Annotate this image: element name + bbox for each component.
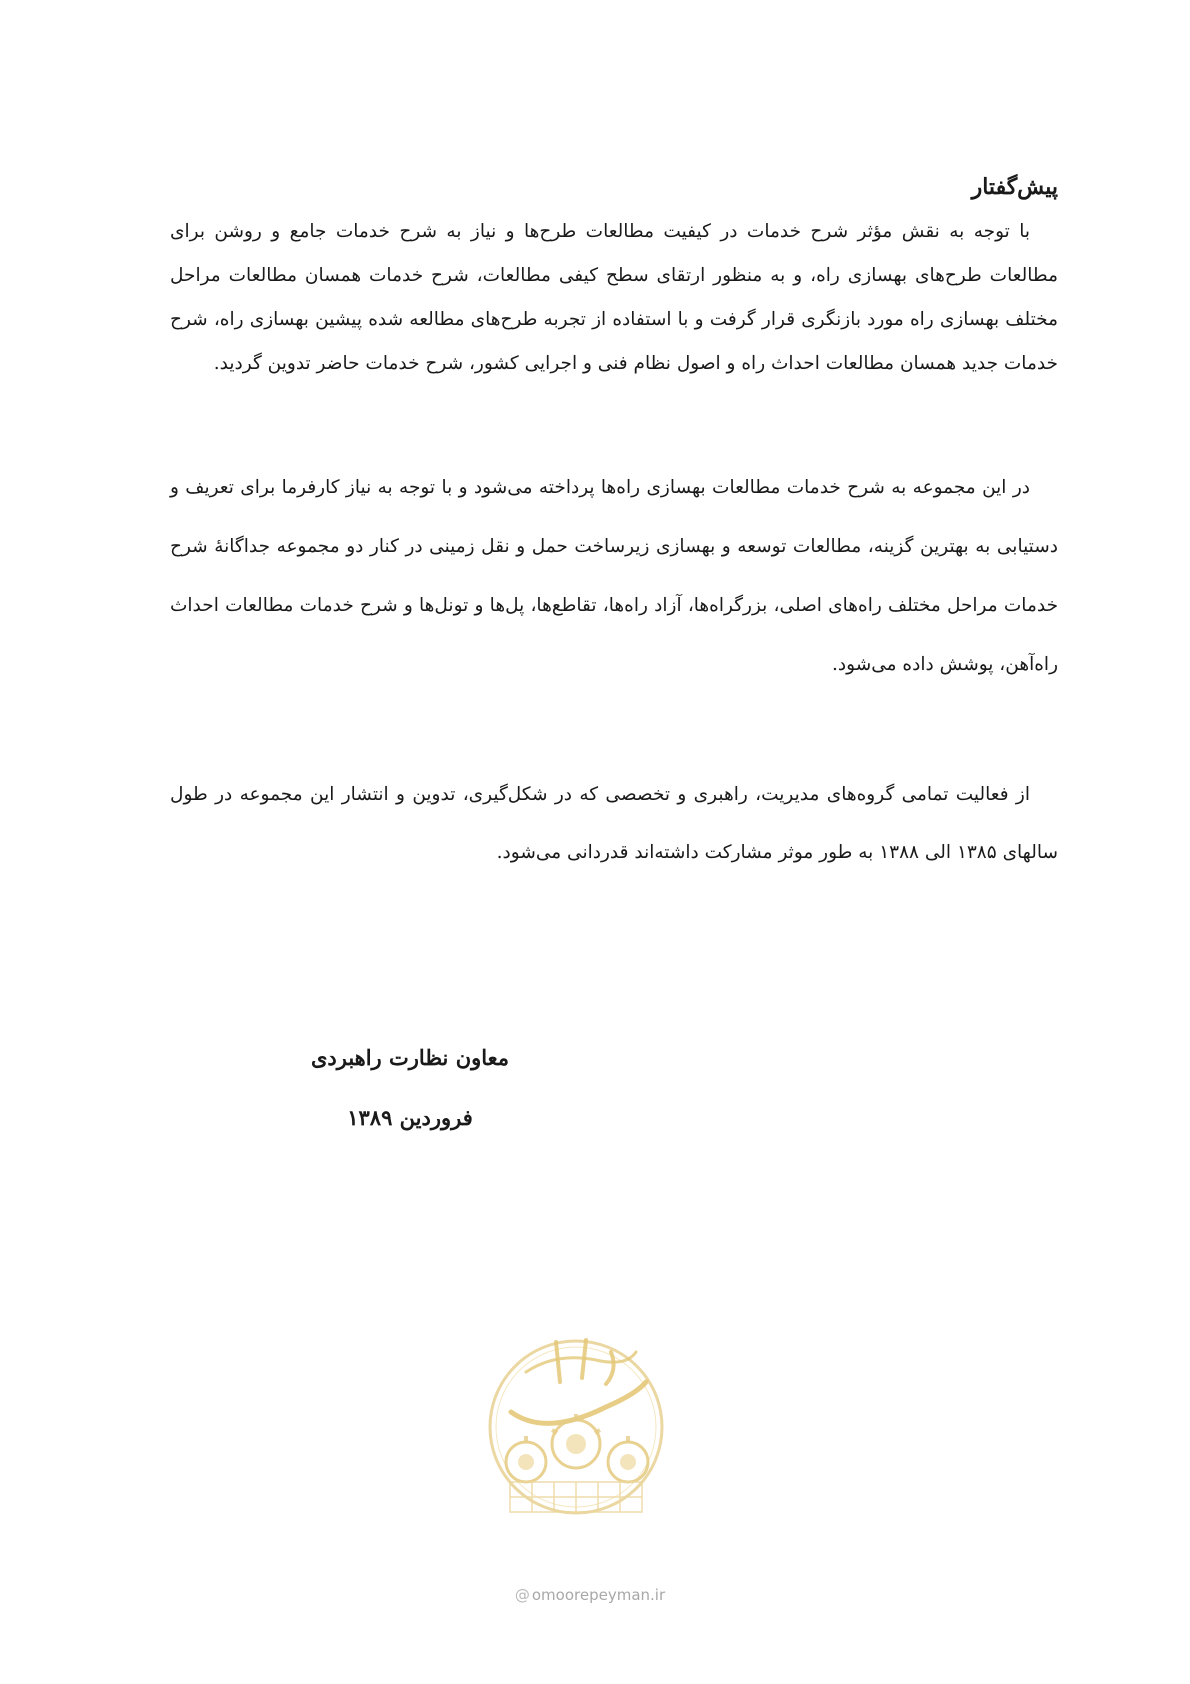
watermark-caption: [490, 1586, 690, 1604]
watermark-url: omoorepeyman.ir: [531, 1586, 666, 1604]
paragraph-1: با توجه به نقش مؤثر شرح خدمات در کیفیت مطالعات طرح‌ها و نیاز به شرح خدمات جامع و روشن برای مطالعات طرح‌های بهسازی راه، و به منظور ارتقای سطح کیفی مطالعات، شرح خدمات همسان مطالعات مراحل مختلف بهسازی راه مورد بازنگری قرار گرفت و با استفاده از تجربه طرح‌های مطالعه شده پیشین بهسازی راه، شرح خدمات جدید همسان مطالعات احداث راه و اصول نظام فنی و اجرایی کشور، شرح خدمات حاضر تدوین گردید.: [170, 221, 1058, 374]
document-body: [170, 172, 1058, 882]
signature-title: معاون نظارت راهبردی: [310, 1045, 510, 1070]
page-title: پیش‌گفتار: [971, 174, 1058, 200]
signature-date: فروردین ۱۳۸۹: [347, 1105, 473, 1130]
watermark-seal: [486, 1312, 666, 1572]
paragraph-3: از فعالیت تمامی گروه‌های مدیریت، راهبری و تخصصی که در شکل‌گیری، تدوین و انتشار این مجموعه در طول سالهای ۱۳۸۵ الی ۱۳۸۸ به طور موثر مشارکت داشته‌اند قدردانی می‌شود.: [170, 784, 1058, 863]
signature-block: [300, 1028, 520, 1148]
paragraph-2: در این مجموعه به شرح خدمات مطالعات بهسازی راه‌ها پرداخته می‌شود و با توجه به نیاز کارفرما برای تعریف و دستیابی به بهترین گزینه، مطالعات توسعه و بهسازی زیرساخت حمل و نقل زمینی در کنار دو مجموعه جداگانهٔ شرح خدمات مراحل مختلف راه‌های اصلی، بزرگراه‌ها، آزاد راه‌ها، تقاطع‌ها، پل‌ها و تونل‌ها و شرح خدمات مطالعات احداث راه‌آهن، پوشش داده می‌شود.: [170, 477, 1058, 675]
seal-logo-icon: [486, 1312, 666, 1572]
at-icon: @: [514, 1586, 530, 1604]
